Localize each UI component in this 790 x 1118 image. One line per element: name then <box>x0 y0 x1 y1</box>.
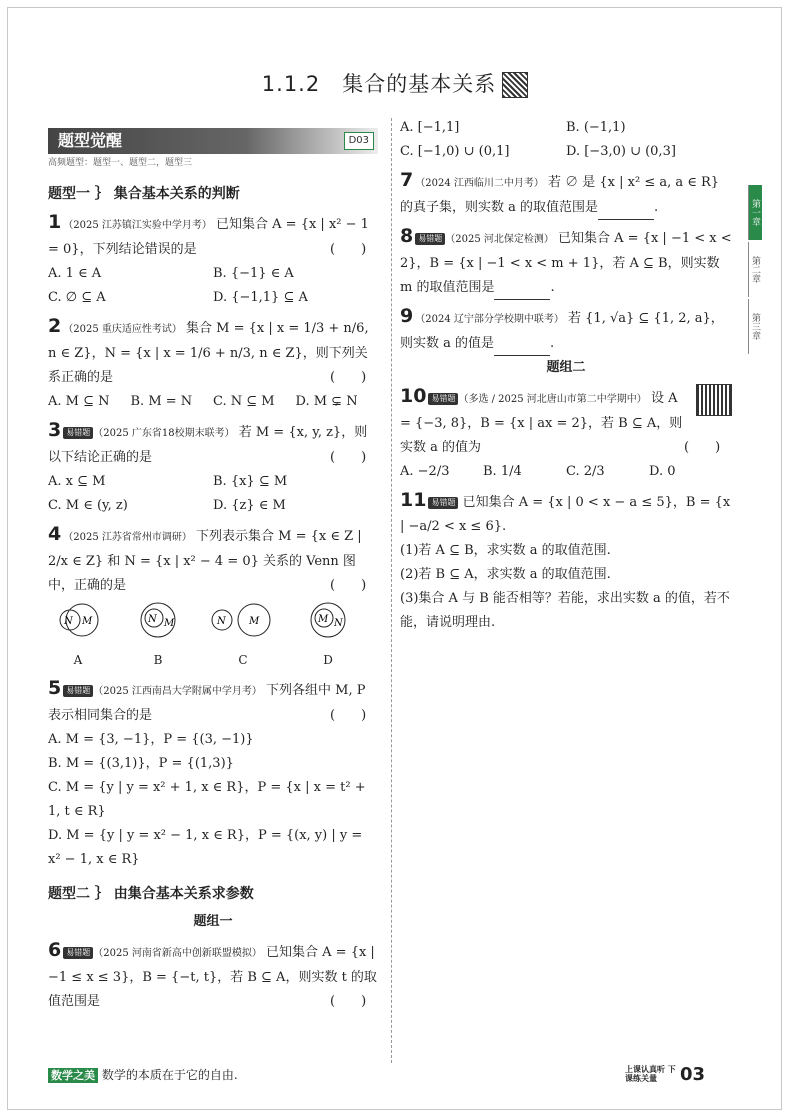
venn-d: M N D <box>298 600 358 672</box>
banner-tag: D03 <box>344 132 374 150</box>
options: A. M ⊆ N B. M = N C. N ⊆ M D. M ⊊ N <box>48 394 358 409</box>
question-8: 8 易错题 （2025 河北保定检测） 已知集合 A = {x | −1 < x < 2}，B = {x | −1 < x < m + 1}，若 A ⊆ B，则实数 m 的取值范围是 . <box>400 224 732 300</box>
error-prone-badge: 易错题 <box>415 233 445 245</box>
option-a: A. M = {3, −1}，P = {(3, −1)} <box>48 732 254 747</box>
options: A. −2/3 B. 1/4 C. 2/3 D. 0 <box>400 464 676 479</box>
option-d: D. M = {y | y = x² − 1, x ∈ R}，P = {(x, y) | y = x² − 1, x ∈ R} <box>48 828 363 867</box>
qr-code-icon[interactable] <box>502 72 528 98</box>
footer-quote <box>48 1066 238 1083</box>
question-7: 7 （2024 江西临川二中月考） 若 ∅ 是 {x | x² ≤ a, a ∈ R} 的真子集，则实数 a 的取值范围是 . <box>400 168 732 220</box>
tab-chapter-1[interactable]: 第一章 <box>748 185 762 240</box>
question-3: 3 易错题 （2025 广东省18校期末联考） 若 M = {x, y, z}，则以下结论正确的是 ( ) A. x ⊆ M B. {x} ⊆ M C. M ∈ (y, z) D. {z} ∈ M <box>48 418 378 518</box>
options: A. 1 ∈ A B. {−1} ∈ A C. ∅ ⊆ A D. {−1,1} ⊆ A <box>48 266 308 305</box>
venn-diagram-icon <box>48 600 108 640</box>
answer-blank[interactable] <box>598 205 654 220</box>
error-prone-badge: 易错题 <box>63 427 93 439</box>
question-11: 11 易错题 已知集合 A = {x | 0 < x − a ≤ 5}，B = {x | −a/2 < x ≤ 6}. (1)若 A ⊆ B，求实数 a 的取值范围. (2)若 B ⊆ A，求实数 a 的取值范围. (3)集合 A 与 B 能否相等？若能，求出实数 a 的值，若不能，请说明理由. <box>400 488 732 635</box>
section-title-2: 题型二 ｝ 由集合基本关系求参数 <box>48 886 254 902</box>
group-title-2: 题组二 <box>546 360 586 375</box>
venn-c: N M C <box>208 600 278 672</box>
svg-text:N: N <box>217 616 226 627</box>
part-2: (2)若 B ⊆ A，求实数 a 的取值范围. <box>400 567 611 582</box>
high-freq-note: 高频题型：题型一、题型二，题型三 <box>48 158 193 168</box>
option-b: B. M = {(3,1)}，P = {(1,3)} <box>48 756 234 771</box>
qr-code-icon[interactable] <box>696 384 732 416</box>
chapter-tabs <box>748 185 790 356</box>
venn-b: N M B <box>128 600 188 672</box>
column-divider <box>391 118 392 1063</box>
svg-text:M: M <box>318 614 329 625</box>
svg-text:M: M <box>82 616 93 627</box>
footer-label: 数学之美 <box>48 1068 98 1083</box>
error-prone-badge: 易错题 <box>428 393 458 405</box>
error-prone-badge: 易错题 <box>428 497 458 509</box>
venn-options <box>48 600 358 672</box>
venn-diagram-icon <box>298 600 358 640</box>
question-5: 5 易错题 （2025 江西南昌大学附属中学月考） 下列各组中 M, P 表示相同集合的是 ( ) A. M = {3, −1}，P = {(3, −1)} B. M = {(3,1)}，P = {(1,3)} C. M = {y | y = x² + 1, x ∈ R}，P = {x | x = t² + 1, t ∈ R} D. M = {y | y = x² − 1, x ∈ R}，P = {(x, y) | y = x² − 1, x ∈ R} <box>48 676 378 872</box>
question-2: 2 （2025 重庆适应性考试） 集合 M = {x | x = 1/3 + n/6, n ∈ Z}，N = {x | x = 1/6 + n/3, n ∈ Z}，则下列关系正确的是 ( ) A. M ⊆ N B. M = N C. N ⊆ M D. M ⊊ N <box>48 314 378 414</box>
option-c: C. M = {y | y = x² + 1, x ∈ R}，P = {x | x = t² + 1, t ∈ R} <box>48 780 366 819</box>
question-6: 6 易错题 （2025 河南省新高中创新联盟模拟） 已知集合 A = {x | −1 ≤ x ≤ 3}，B = {−t, t}，若 B ⊆ A，则实数 t 的取值范围是 ( ) <box>48 939 377 1009</box>
venn-a: N M A <box>48 600 108 672</box>
question-4: 4 （2025 江苏省常州市调研） 下列表示集合 M = {x ∈ Z | 2/x ∈ Z} 和 N = {x | x² − 4 = 0} 关系的 Venn 图中，正确的是 ( ) N M A N M B N M C M N D <box>48 522 378 672</box>
q6-options: A. [−1,1] B. (−1,1) C. [−1,0) ∪ (0,1] D. [−3,0) ∪ (0,3] <box>400 120 676 159</box>
svg-text:M: M <box>164 618 175 629</box>
svg-text:N: N <box>64 616 73 627</box>
page-number: 03 <box>680 1064 706 1085</box>
page-title: 1.1.2 集合的基本关系 <box>0 68 790 98</box>
question-1: 1 （2025 江苏镇江实验中学月考） 已知集合 A = {x | x² − 1 = 0}，下列结论错误的是 ( ) A. 1 ∈ A B. {−1} ∈ A C. ∅ ⊆ A D. {−1,1} ⊆ A <box>48 210 378 310</box>
error-prone-badge: 易错题 <box>63 685 93 697</box>
left-column <box>48 128 378 1014</box>
section-title-1: 题型一 ｝ 集合基本关系的判断 <box>48 186 240 202</box>
svg-text:N: N <box>148 614 157 625</box>
part-3: (3)集合 A 与 B 能否相等？若能，求出实数 a 的值，若不能，请说明理由. <box>400 591 730 630</box>
footer-text: 数学的本质在于它的自由. <box>101 1068 238 1082</box>
group-title-1: 题组一 <box>193 914 233 929</box>
error-prone-badge: 易错题 <box>63 947 93 959</box>
section-banner: 题型觉醒 D03 <box>48 128 378 154</box>
question-10: 10 易错题 （多选 / 2025 河北唐山市第二中学期中） 设 A = {−3, 8}，B = {x | ax = 2}，若 B ⊆ A，则实数 a 的值为 ( ) A. −2/3 B. 1/4 C. 2/3 D. 0 <box>400 384 732 484</box>
question-9: 9 （2024 辽宁部分学校期中联考） 若 {1, √a} ⊆ {1, 2, a}，则实数 a 的值是 . <box>400 304 732 356</box>
tab-chapter-2[interactable]: 第二章 <box>748 242 762 297</box>
svg-text:N: N <box>334 618 343 629</box>
part-1: (1)若 A ⊆ B，求实数 a 的取值范围. <box>400 543 611 558</box>
venn-diagram-icon <box>208 600 278 640</box>
venn-diagram-icon <box>128 600 188 640</box>
tab-chapter-3[interactable]: 第三章 <box>748 299 762 354</box>
answer-blank[interactable] <box>494 341 550 356</box>
answer-blank[interactable] <box>494 285 550 300</box>
svg-text:M: M <box>249 616 260 627</box>
options: A. x ⊆ M B. {x} ⊆ M C. M ∈ (y, z) D. {z} ∈ M <box>48 474 288 513</box>
right-column <box>400 116 732 635</box>
footer-slogan: 上课认真听 下课练关量 <box>625 1065 676 1083</box>
